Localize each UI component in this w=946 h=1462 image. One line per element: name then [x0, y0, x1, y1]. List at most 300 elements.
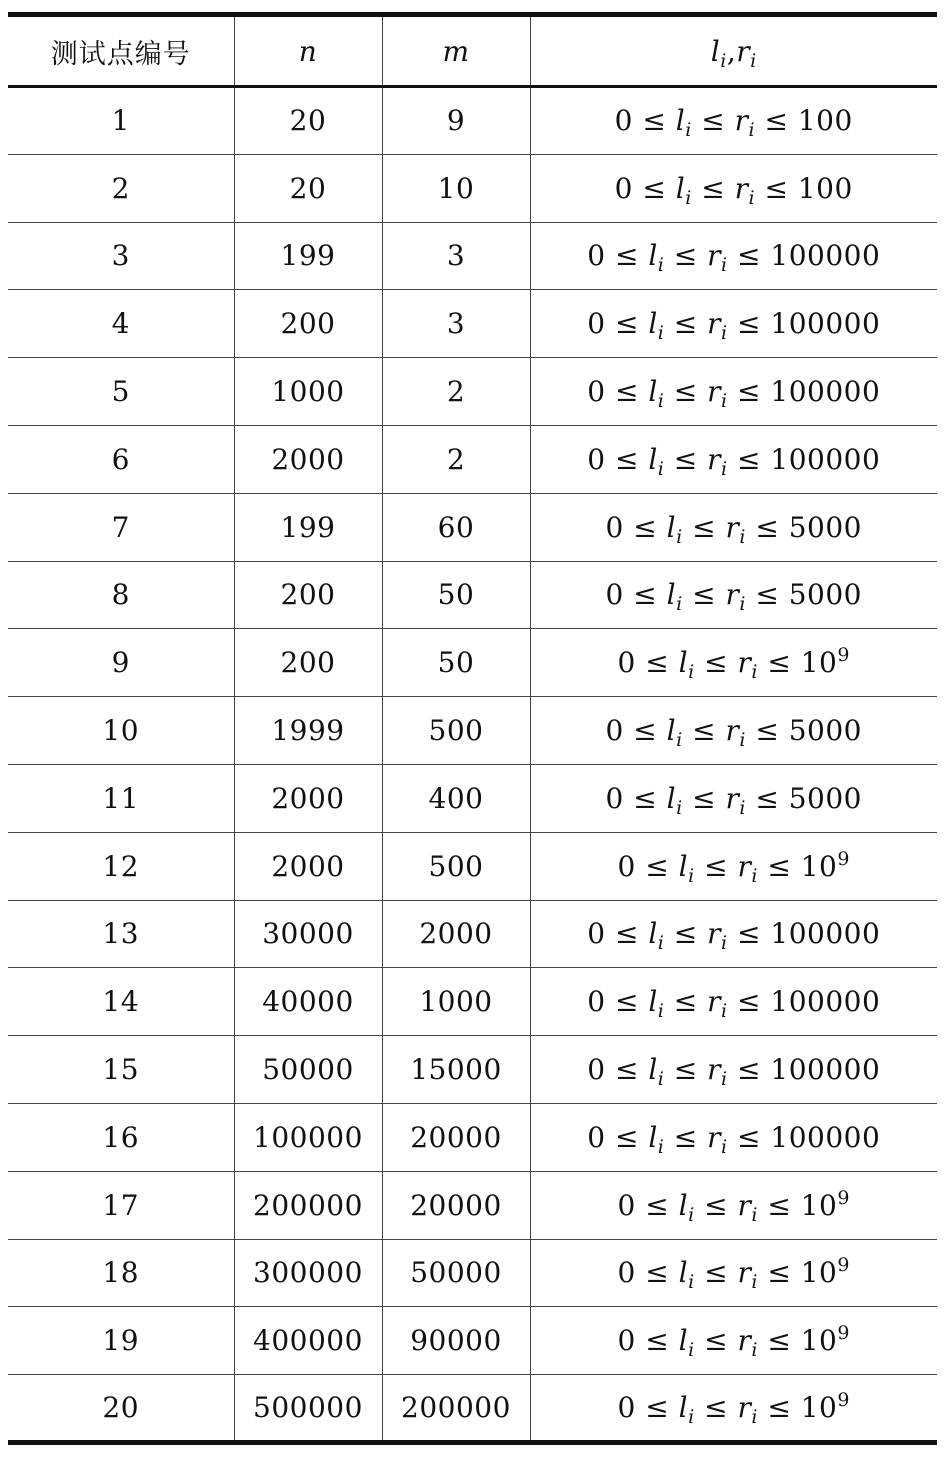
constraint-l: l: [666, 714, 677, 748]
cell-test-point: 8: [8, 561, 234, 629]
cell-m: 1000: [382, 968, 530, 1036]
cell-m: 400: [382, 764, 530, 832]
header-comma: ,: [726, 34, 737, 68]
constraint-r: r: [734, 171, 749, 205]
cell-m: 50: [382, 561, 530, 629]
constraint-l: l: [666, 781, 677, 815]
constraint-r: r: [707, 442, 722, 476]
cell-m: 15000: [382, 1036, 530, 1104]
table-row: [8, 222, 937, 290]
constraint-r: r: [737, 646, 752, 680]
header-row: [8, 15, 937, 87]
cell-test-point: 13: [8, 900, 234, 968]
constraint-r-subscript: i: [721, 932, 728, 955]
constraint-zero: 0: [605, 714, 624, 748]
constraint-bound: 100: [797, 171, 853, 205]
cell-test-point: 4: [8, 290, 234, 358]
cell-test-point: 1: [8, 87, 234, 155]
constraint-le: ≤: [642, 171, 667, 205]
constraint-r: r: [707, 307, 722, 341]
constraint-r: r: [707, 985, 722, 1019]
cell-test-point: 12: [8, 832, 234, 900]
cell-n: 500000: [234, 1375, 382, 1443]
constraint-le: ≤: [737, 917, 761, 951]
cell-m: 60: [382, 493, 530, 561]
cell-constraint: [530, 154, 937, 222]
constraint-expression: [614, 171, 853, 209]
constraint-l: l: [648, 442, 658, 476]
cell-constraint: [530, 832, 937, 900]
constraint-r: r: [707, 917, 722, 951]
constraint-r: r: [707, 1120, 722, 1154]
constraint-bound: 100000: [770, 375, 881, 409]
constraint-l-subscript: i: [676, 729, 683, 752]
constraint-zero: 0: [605, 510, 624, 544]
constraint-le: ≤: [673, 917, 698, 951]
cell-n: 1000: [234, 358, 382, 426]
constraint-expression: [605, 714, 862, 752]
cell-m: 3: [382, 222, 530, 290]
constraint-l: l: [648, 1120, 658, 1154]
constraint-le: ≤: [767, 849, 792, 883]
constraint-l-subscript: i: [688, 1203, 695, 1226]
table-row: [8, 697, 937, 765]
constraint-r: r: [737, 1391, 752, 1425]
constraint-r: r: [737, 849, 752, 883]
constraint-le: ≤: [737, 307, 761, 341]
constraint-bound: 100000: [770, 1053, 881, 1087]
table-row: [8, 832, 937, 900]
cell-n: 30000: [234, 900, 382, 968]
constraint-le: ≤: [764, 171, 789, 205]
cell-test-point: 18: [8, 1239, 234, 1307]
cell-m: 20000: [382, 1171, 530, 1239]
constraint-zero: 0: [617, 1391, 636, 1425]
constraint-expression: [587, 239, 881, 277]
constraint-expression: [617, 1254, 850, 1294]
cell-n: 400000: [234, 1307, 382, 1375]
constraint-exponent: 9: [837, 1389, 850, 1412]
constraint-r: r: [737, 1324, 752, 1358]
constraint-le: ≤: [737, 239, 761, 273]
constraint-l-subscript: i: [657, 932, 665, 955]
constraint-expression: [587, 1120, 881, 1158]
constraint-le: ≤: [645, 1256, 670, 1290]
constraint-le: ≤: [692, 510, 717, 544]
constraint-bound: 100000: [770, 442, 881, 476]
constraint-le: ≤: [767, 1391, 792, 1425]
constraint-exponent: 9: [837, 1186, 850, 1209]
constraint-r: r: [725, 781, 740, 815]
constraint-le: ≤: [614, 1120, 639, 1154]
constraint-zero: 0: [587, 239, 606, 273]
constraint-l-subscript: i: [676, 593, 683, 616]
constraint-l: l: [666, 510, 677, 544]
constraint-le: ≤: [764, 104, 789, 138]
constraint-le: ≤: [704, 646, 729, 680]
constraint-zero: 0: [587, 1053, 606, 1087]
constraint-le: ≤: [673, 239, 698, 273]
cell-constraint: [530, 697, 937, 765]
cell-constraint: [530, 1103, 937, 1171]
constraint-l-subscript: i: [688, 661, 695, 684]
constraint-le: ≤: [673, 442, 698, 476]
cell-constraint: [530, 290, 937, 358]
constraint-le: ≤: [673, 307, 698, 341]
cell-n: 300000: [234, 1239, 382, 1307]
table-row: [8, 1036, 937, 1104]
cell-n: 20: [234, 87, 382, 155]
constraint-l: l: [678, 646, 689, 680]
cell-n: 50000: [234, 1036, 382, 1104]
constraint-bound: 5000: [788, 714, 862, 748]
table-row: [8, 629, 937, 697]
cell-test-point: 19: [8, 1307, 234, 1375]
cell-n: 100000: [234, 1103, 382, 1171]
constraint-l-subscript: i: [657, 390, 665, 413]
table-row: [8, 358, 937, 426]
constraint-r: r: [707, 239, 722, 273]
constraint-le: ≤: [645, 849, 670, 883]
constraint-l: l: [648, 307, 658, 341]
cell-constraint: [530, 968, 937, 1036]
table-row: [8, 493, 937, 561]
constraint-le: ≤: [633, 578, 658, 612]
cell-test-point: 15: [8, 1036, 234, 1104]
constraint-le: ≤: [614, 307, 639, 341]
constraint-le: ≤: [755, 510, 780, 544]
constraint-le: ≤: [673, 375, 698, 409]
constraint-le: ≤: [614, 239, 639, 273]
constraint-expression: [605, 578, 862, 616]
constraint-expression: [587, 307, 881, 345]
constraint-le: ≤: [767, 1324, 792, 1358]
constraint-l: l: [678, 849, 689, 883]
constraint-r: r: [707, 1053, 722, 1087]
constraint-le: ≤: [614, 985, 639, 1019]
constraint-zero: 0: [617, 646, 636, 680]
cell-test-point: 3: [8, 222, 234, 290]
cell-n: 199: [234, 222, 382, 290]
cell-test-point: 2: [8, 154, 234, 222]
cell-m: 500: [382, 697, 530, 765]
cell-constraint: [530, 87, 937, 155]
header-l-subscript: i: [720, 49, 727, 72]
constraint-zero: 0: [587, 917, 606, 951]
constraints-table: [8, 12, 937, 1445]
constraint-bound: 100000: [770, 917, 881, 951]
cell-n: 200: [234, 561, 382, 629]
constraint-r: r: [725, 510, 740, 544]
cell-m: 3: [382, 290, 530, 358]
constraint-le: ≤: [704, 1256, 729, 1290]
constraint-bound: 5000: [788, 578, 862, 612]
constraint-exponent: 9: [837, 847, 850, 870]
constraint-l: l: [648, 239, 658, 273]
constraint-l: l: [648, 1053, 658, 1087]
cell-m: 10: [382, 154, 530, 222]
constraint-r: r: [707, 375, 722, 409]
constraint-le: ≤: [633, 510, 658, 544]
table-header: [8, 15, 937, 87]
constraint-r-subscript: i: [721, 322, 728, 345]
constraint-bound: 10: [800, 849, 838, 883]
constraint-r-subscript: i: [751, 864, 758, 887]
cell-m: 90000: [382, 1307, 530, 1375]
constraints-table-container: [8, 12, 937, 1445]
table-row: [8, 1239, 937, 1307]
table-row: [8, 968, 937, 1036]
constraint-l: l: [675, 104, 686, 138]
constraint-exponent: 9: [837, 1254, 850, 1277]
constraint-expression: [605, 510, 862, 548]
table-row: [8, 1375, 937, 1443]
constraint-le: ≤: [737, 1120, 761, 1154]
constraint-r-subscript: i: [721, 457, 728, 480]
constraint-le: ≤: [614, 1053, 639, 1087]
cell-constraint: [530, 900, 937, 968]
cell-n: 40000: [234, 968, 382, 1036]
cell-n: 20: [234, 154, 382, 222]
constraint-r: r: [725, 714, 740, 748]
cell-test-point: 7: [8, 493, 234, 561]
cell-test-point: 11: [8, 764, 234, 832]
constraint-bound: 10: [800, 646, 838, 680]
constraint-l-subscript: i: [688, 864, 695, 887]
constraint-le: ≤: [704, 1391, 729, 1425]
constraint-zero: 0: [587, 985, 606, 1019]
cell-m: 9: [382, 87, 530, 155]
constraint-zero: 0: [587, 375, 606, 409]
constraint-le: ≤: [633, 781, 658, 815]
table-row: [8, 1103, 937, 1171]
constraint-le: ≤: [704, 1324, 729, 1358]
constraint-l-subscript: i: [657, 457, 665, 480]
constraint-exponent: 9: [837, 644, 850, 667]
constraint-zero: 0: [587, 307, 606, 341]
header-l: l: [710, 34, 721, 68]
cell-test-point: 9: [8, 629, 234, 697]
constraint-expression: [605, 781, 862, 819]
table-row: [8, 1171, 937, 1239]
constraint-bound: 10: [800, 1391, 838, 1425]
constraint-le: ≤: [645, 1324, 670, 1358]
constraint-l: l: [666, 578, 677, 612]
cell-constraint: [530, 1239, 937, 1307]
cell-test-point: 5: [8, 358, 234, 426]
constraint-bound: 10: [800, 1188, 838, 1222]
constraint-r: r: [737, 1188, 752, 1222]
constraint-zero: 0: [605, 781, 624, 815]
constraint-bound: 100: [797, 104, 853, 138]
constraint-zero: 0: [587, 442, 606, 476]
cell-m: 50: [382, 629, 530, 697]
constraint-r: r: [737, 1256, 752, 1290]
cell-test-point: 10: [8, 697, 234, 765]
constraint-bound: 5000: [788, 781, 862, 815]
constraint-l: l: [678, 1391, 689, 1425]
cell-m: 50000: [382, 1239, 530, 1307]
cell-constraint: [530, 1307, 937, 1375]
constraint-l-subscript: i: [676, 796, 683, 819]
constraint-le: ≤: [767, 646, 792, 680]
constraint-le: ≤: [692, 714, 717, 748]
constraint-l-subscript: i: [657, 1000, 665, 1023]
constraint-expression: [614, 104, 853, 142]
header-test-point: 测试点编号: [8, 15, 234, 87]
constraint-le: ≤: [755, 781, 780, 815]
table-row: [8, 764, 937, 832]
cell-m: 2000: [382, 900, 530, 968]
constraint-l: l: [675, 171, 686, 205]
constraint-r-subscript: i: [721, 390, 728, 413]
constraint-le: ≤: [673, 1120, 698, 1154]
constraint-expression: [617, 644, 850, 684]
constraint-le: ≤: [673, 1053, 698, 1087]
table-body: [8, 87, 937, 1443]
constraint-l-subscript: i: [688, 1271, 695, 1294]
cell-constraint: [530, 764, 937, 832]
constraint-l: l: [678, 1188, 689, 1222]
constraint-r-subscript: i: [721, 1135, 728, 1158]
constraint-le: ≤: [755, 578, 780, 612]
constraint-l: l: [648, 985, 658, 1019]
cell-test-point: 6: [8, 425, 234, 493]
table-row: [8, 900, 937, 968]
constraint-le: ≤: [642, 104, 667, 138]
constraint-zero: 0: [614, 171, 633, 205]
constraint-expression: [587, 442, 881, 480]
constraint-bound: 100000: [770, 985, 881, 1019]
constraint-le: ≤: [737, 1053, 761, 1087]
cell-test-point: 20: [8, 1375, 234, 1443]
cell-constraint: [530, 1375, 937, 1443]
constraint-le: ≤: [767, 1188, 792, 1222]
constraint-l-subscript: i: [657, 254, 665, 277]
constraint-r-subscript: i: [748, 119, 756, 142]
header-n: n: [234, 15, 382, 87]
constraint-expression: [617, 1186, 850, 1226]
constraint-bound: 100000: [770, 307, 881, 341]
constraint-le: ≤: [645, 1188, 670, 1222]
constraint-le: ≤: [737, 442, 761, 476]
constraint-l-subscript: i: [685, 186, 692, 209]
constraint-r-subscript: i: [751, 1406, 758, 1429]
cell-constraint: [530, 561, 937, 629]
constraint-r: r: [734, 104, 749, 138]
constraint-exponent: 9: [837, 1322, 850, 1345]
constraint-r-subscript: i: [721, 1000, 728, 1023]
cell-constraint: [530, 1171, 937, 1239]
constraint-bound: 5000: [788, 510, 862, 544]
constraint-l-subscript: i: [657, 322, 665, 345]
cell-constraint: [530, 425, 937, 493]
cell-n: 200000: [234, 1171, 382, 1239]
constraint-bound: 100000: [770, 239, 881, 273]
constraint-r-subscript: i: [739, 525, 746, 548]
constraint-r-subscript: i: [751, 1271, 758, 1294]
constraint-l: l: [678, 1256, 689, 1290]
constraint-le: ≤: [737, 375, 761, 409]
constraint-expression: [587, 1053, 881, 1091]
constraint-expression: [617, 1322, 850, 1362]
constraint-l: l: [648, 917, 658, 951]
cell-constraint: [530, 493, 937, 561]
constraint-le: ≤: [704, 1188, 729, 1222]
cell-n: 2000: [234, 764, 382, 832]
constraint-r-subscript: i: [739, 796, 746, 819]
constraint-r-subscript: i: [721, 1068, 728, 1091]
constraint-zero: 0: [587, 1120, 606, 1154]
constraint-l-subscript: i: [688, 1406, 695, 1429]
header-r-subscript: i: [750, 49, 757, 72]
constraint-le: ≤: [673, 985, 698, 1019]
cell-n: 200: [234, 290, 382, 358]
header-r: r: [736, 34, 751, 68]
constraint-l-subscript: i: [657, 1135, 665, 1158]
table-row: [8, 425, 937, 493]
constraint-l: l: [648, 375, 658, 409]
constraint-zero: 0: [614, 104, 633, 138]
cell-n: 1999: [234, 697, 382, 765]
constraint-expression: [587, 917, 881, 955]
constraint-le: ≤: [704, 849, 729, 883]
constraint-r-subscript: i: [751, 1339, 758, 1362]
constraint-l-subscript: i: [688, 1339, 695, 1362]
table-row: [8, 290, 937, 358]
constraint-zero: 0: [605, 578, 624, 612]
cell-m: 200000: [382, 1375, 530, 1443]
constraint-zero: 0: [617, 1256, 636, 1290]
constraint-le: ≤: [614, 442, 639, 476]
cell-test-point: 14: [8, 968, 234, 1036]
header-m: m: [382, 15, 530, 87]
constraint-r-subscript: i: [751, 661, 758, 684]
cell-m: 500: [382, 832, 530, 900]
cell-n: 2000: [234, 832, 382, 900]
constraint-le: ≤: [701, 171, 726, 205]
constraint-bound: 10: [800, 1256, 838, 1290]
cell-n: 200: [234, 629, 382, 697]
constraint-le: ≤: [614, 917, 639, 951]
cell-n: 199: [234, 493, 382, 561]
constraint-le: ≤: [633, 714, 658, 748]
cell-constraint: [530, 629, 937, 697]
constraint-le: ≤: [645, 646, 670, 680]
constraint-bound: 10: [800, 1324, 838, 1358]
constraint-le: ≤: [737, 985, 761, 1019]
constraint-bound: 100000: [770, 1120, 881, 1154]
constraint-le: ≤: [767, 1256, 792, 1290]
constraint-le: ≤: [701, 104, 726, 138]
cell-constraint: [530, 1036, 937, 1104]
cell-test-point: 16: [8, 1103, 234, 1171]
constraint-le: ≤: [755, 714, 780, 748]
cell-test-point: 17: [8, 1171, 234, 1239]
cell-constraint: [530, 222, 937, 290]
constraint-expression: [587, 375, 881, 413]
cell-constraint: [530, 358, 937, 426]
header-lr: [530, 15, 937, 87]
table-row: [8, 154, 937, 222]
constraint-zero: 0: [617, 1324, 636, 1358]
constraint-l-subscript: i: [676, 525, 683, 548]
constraint-le: ≤: [692, 781, 717, 815]
cell-m: 20000: [382, 1103, 530, 1171]
cell-n: 2000: [234, 425, 382, 493]
constraint-expression: [617, 847, 850, 887]
constraint-l: l: [678, 1324, 689, 1358]
